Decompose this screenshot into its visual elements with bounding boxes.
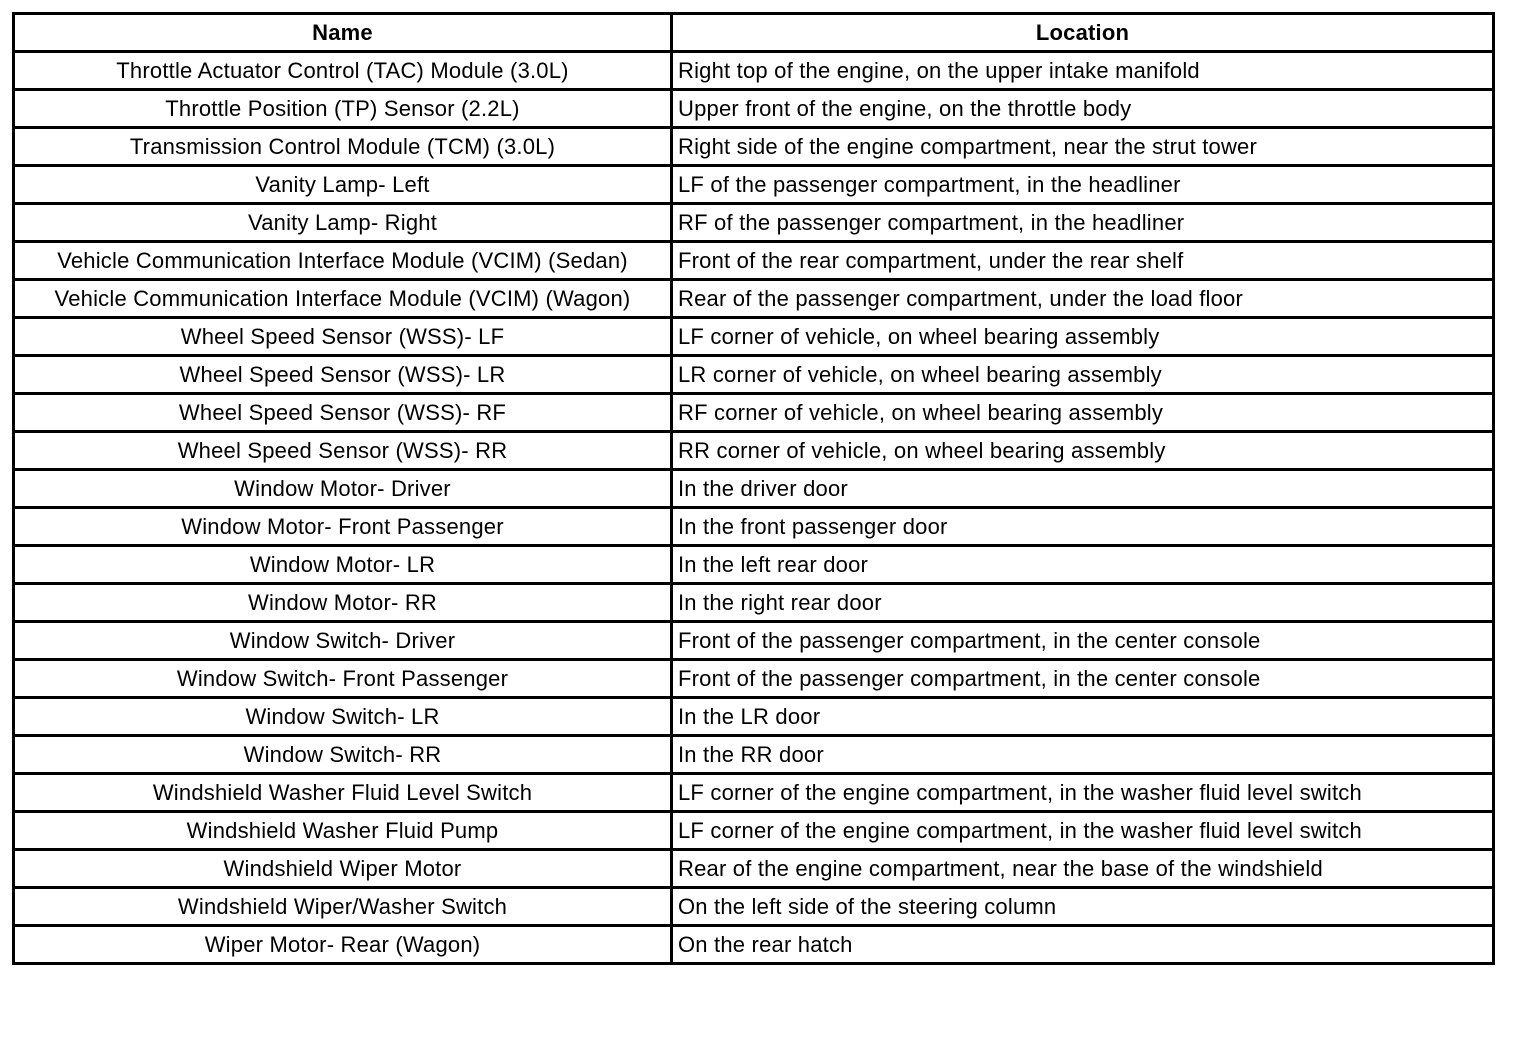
table-row [14, 926, 1494, 964]
component-location-cell: Front of the rear compartment, under the rear shelf [672, 242, 1494, 280]
component-name-cell: Window Motor- RR [14, 584, 672, 622]
component-location-cell: RF of the passenger compartment, in the headliner [672, 204, 1494, 242]
table-row [14, 622, 1494, 660]
component-location-cell: Front of the passenger compartment, in the center console [672, 622, 1494, 660]
component-location-cell: On the left side of the steering column [672, 888, 1494, 926]
component-location-table-wrapper [12, 12, 1492, 965]
component-location-cell: RF corner of vehicle, on wheel bearing assembly [672, 394, 1494, 432]
table-row [14, 432, 1494, 470]
component-name-cell: Window Motor- LR [14, 546, 672, 584]
table-row [14, 356, 1494, 394]
component-name-cell: Transmission Control Module (TCM) (3.0L) [14, 128, 672, 166]
table-header-row [14, 14, 1494, 52]
component-name-cell: Throttle Actuator Control (TAC) Module (3.0L) [14, 52, 672, 90]
component-location-cell: RR corner of vehicle, on wheel bearing assembly [672, 432, 1494, 470]
component-name-cell: Throttle Position (TP) Sensor (2.2L) [14, 90, 672, 128]
component-location-cell: Right side of the engine compartment, near the strut tower [672, 128, 1494, 166]
table-row [14, 394, 1494, 432]
table-row [14, 774, 1494, 812]
table-row [14, 242, 1494, 280]
table-row [14, 52, 1494, 90]
table-row [14, 318, 1494, 356]
column-header-name: Name [14, 14, 672, 52]
table-row [14, 508, 1494, 546]
component-location-cell: In the driver door [672, 470, 1494, 508]
table-row [14, 888, 1494, 926]
table-row [14, 546, 1494, 584]
table-row [14, 850, 1494, 888]
table-row [14, 90, 1494, 128]
component-name-cell: Vehicle Communication Interface Module (VCIM) (Wagon) [14, 280, 672, 318]
component-location-cell: LF corner of vehicle, on wheel bearing assembly [672, 318, 1494, 356]
component-location-cell: In the RR door [672, 736, 1494, 774]
component-location-cell: LF corner of the engine compartment, in the washer fluid level switch [672, 774, 1494, 812]
component-location-cell: Right top of the engine, on the upper intake manifold [672, 52, 1494, 90]
component-location-cell: LF corner of the engine compartment, in the washer fluid level switch [672, 812, 1494, 850]
component-name-cell: Window Switch- RR [14, 736, 672, 774]
table-row [14, 166, 1494, 204]
table-body [14, 52, 1494, 964]
component-location-table [12, 12, 1495, 965]
component-name-cell: Wheel Speed Sensor (WSS)- RR [14, 432, 672, 470]
component-name-cell: Windshield Washer Fluid Pump [14, 812, 672, 850]
table-row [14, 128, 1494, 166]
component-name-cell: Windshield Washer Fluid Level Switch [14, 774, 672, 812]
component-location-cell: Front of the passenger compartment, in the center console [672, 660, 1494, 698]
component-name-cell: Windshield Wiper/Washer Switch [14, 888, 672, 926]
component-name-cell: Wheel Speed Sensor (WSS)- RF [14, 394, 672, 432]
component-name-cell: Wheel Speed Sensor (WSS)- LF [14, 318, 672, 356]
component-name-cell: Windshield Wiper Motor [14, 850, 672, 888]
component-location-cell: Rear of the passenger compartment, under the load floor [672, 280, 1494, 318]
table-row [14, 812, 1494, 850]
component-name-cell: Vanity Lamp- Left [14, 166, 672, 204]
table-row [14, 280, 1494, 318]
column-header-location: Location [672, 14, 1494, 52]
table-row [14, 736, 1494, 774]
component-location-cell: Rear of the engine compartment, near the base of the windshield [672, 850, 1494, 888]
component-location-cell: In the front passenger door [672, 508, 1494, 546]
table-row [14, 698, 1494, 736]
table-row [14, 470, 1494, 508]
component-name-cell: Window Motor- Front Passenger [14, 508, 672, 546]
component-location-cell: Upper front of the engine, on the throttle body [672, 90, 1494, 128]
component-name-cell: Vanity Lamp- Right [14, 204, 672, 242]
table-row [14, 584, 1494, 622]
component-name-cell: Wheel Speed Sensor (WSS)- LR [14, 356, 672, 394]
table-row [14, 204, 1494, 242]
component-name-cell: Window Motor- Driver [14, 470, 672, 508]
component-location-cell: On the rear hatch [672, 926, 1494, 964]
component-name-cell: Window Switch- Driver [14, 622, 672, 660]
component-name-cell: Window Switch- Front Passenger [14, 660, 672, 698]
component-name-cell: Window Switch- LR [14, 698, 672, 736]
table-row [14, 660, 1494, 698]
component-location-cell: In the right rear door [672, 584, 1494, 622]
component-location-cell: LF of the passenger compartment, in the headliner [672, 166, 1494, 204]
component-location-cell: LR corner of vehicle, on wheel bearing assembly [672, 356, 1494, 394]
component-location-cell: In the left rear door [672, 546, 1494, 584]
component-name-cell: Wiper Motor- Rear (Wagon) [14, 926, 672, 964]
component-location-cell: In the LR door [672, 698, 1494, 736]
component-name-cell: Vehicle Communication Interface Module (VCIM) (Sedan) [14, 242, 672, 280]
